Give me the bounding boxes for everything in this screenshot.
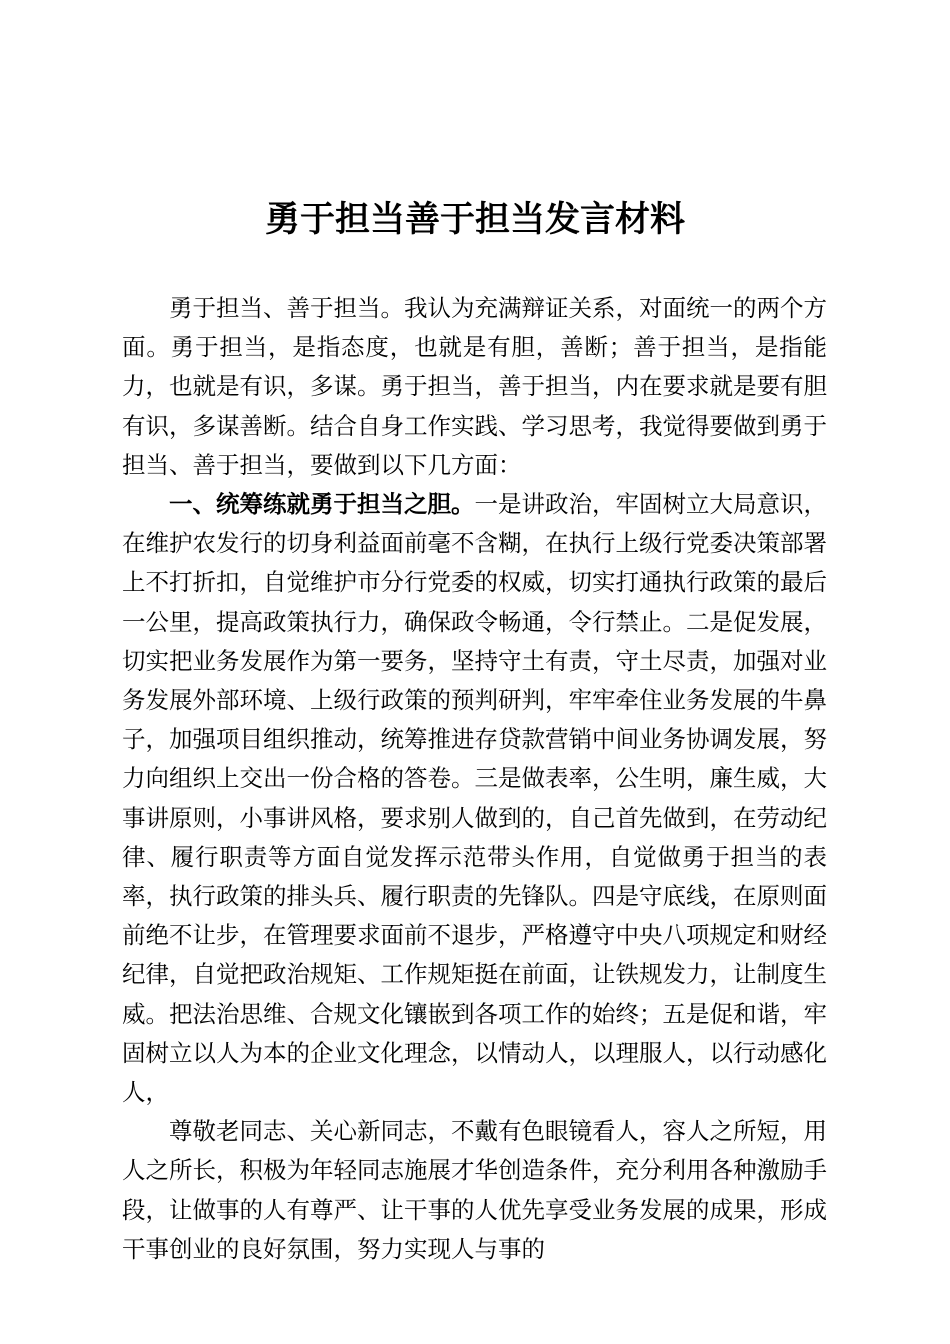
section-1-paragraph <box>122 485 827 1112</box>
document-title: 勇于担当善于担当发言材料 <box>264 199 685 240</box>
section-1-heading: 一、统筹练就勇于担当之胆。 <box>169 490 475 519</box>
document-body <box>122 289 827 1269</box>
section-1-text: 一是讲政治，牢固树立大局意识，在维护农发行的切身利益面前毫不含糊，在执行上级行党委决策部署上不打折扣，自觉维护市分行党委的权威，切实打通执行政策的最后一公里，提高政策执行力，确保政令畅通，令行禁止。二是促发展，切实把业务发展作为第一要务，坚持守土有责，守土尽责，加强对业务发展外部环境、上级行政策的预判研判，牢牢牵住业务发展的牛鼻子，加强项目组织推动，统筹推进存贷款营销中间业务协调发展，努力向组织上交出一份合格的答卷。三是做表率，公生明，廉生威，大事讲原则，小事讲风格，要求别人做到的，自己首先做到，在劳动纪律、履行职责等方面自觉发挥示范带头作用，自觉做勇于担当的表率，执行政策的排头兵、履行职责的先锋队。四是守底线，在原则面前绝不让步，在管理要求面前不退步，严格遵守中央八项规定和财经纪律，自觉把政治规矩、工作规矩挺在前面，让铁规发力，让制度生威。把法治思维、合规文化镶嵌到各项工作的始终；五是促和谐，牢固树立以人为本的企业文化理念，以情动人，以理服人，以行动感化人， <box>122 490 827 1107</box>
intro-paragraph: 勇于担当、善于担当。我认为充满辩证关系，对面统一的两个方面。勇于担当，是指态度，也就是有胆，善断；善于担当，是指能力，也就是有识，多谋。勇于担当，善于担当，内在要求就是要有胆有识，多谋善断。结合自身工作实践、学习思考，我觉得要做到勇于担当、善于担当，要做到以下几方面： <box>122 294 827 479</box>
paragraph-3: 尊敬老同志、关心新同志，不戴有色眼镜看人，容人之所短，用人之所长，积极为年轻同志施展才华创造条件，充分利用各种激励手段，让做事的人有尊严、让干事的人优先享受业务发展的成果，形成干事创业的良好氛围，努力实现人与事的 <box>122 1117 827 1263</box>
